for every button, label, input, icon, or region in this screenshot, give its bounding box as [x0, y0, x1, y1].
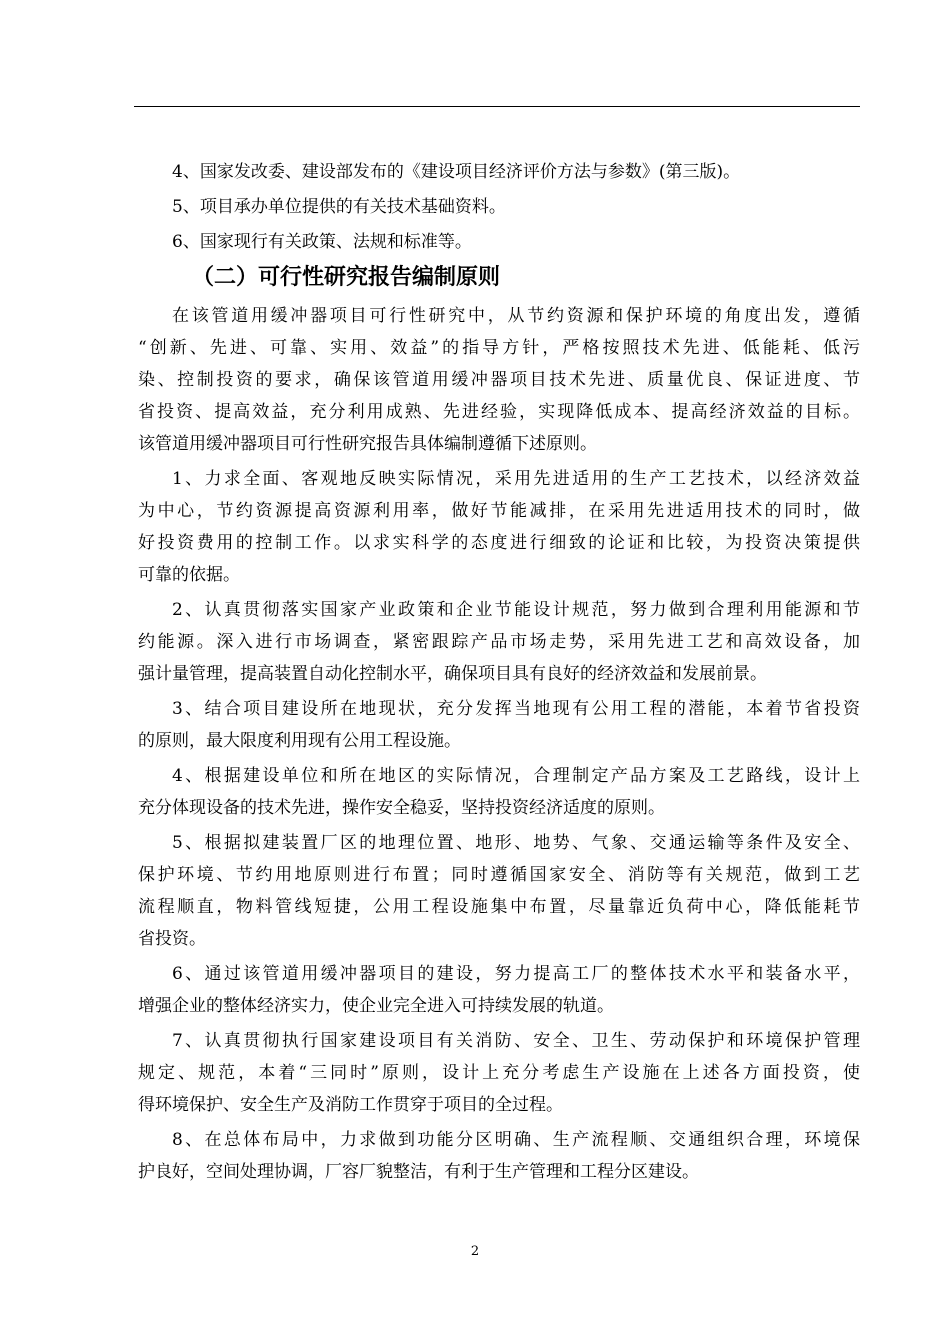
paragraph-line: 流程顺直，物料管线短捷，公用工程设施集中布置，尽量靠近负荷中心，降低能耗节	[138, 897, 860, 917]
paragraph-line: 的原则，最大限度利用现有公用工程设施。	[138, 731, 461, 751]
section-heading: （二）可行性研究报告编制原则	[192, 265, 501, 290]
principle-paragraph-4	[138, 760, 860, 824]
header-rule	[134, 106, 860, 107]
paragraph-line: 为中心，节约资源提高资源利用率，做好节能减排，在采用先进适用技术的同时，做	[138, 501, 860, 521]
paragraph-line: 5、根据拟建装置厂区的地理位置、地形、地势、气象、交通运输等条件及安全、	[172, 833, 860, 853]
reference-item: 6、国家现行有关政策、法规和标准等。	[172, 232, 472, 252]
paragraph-line: 8、在总体布局中，力求做到功能分区明确、生产流程顺、交通组织合理，环境保	[172, 1130, 860, 1150]
paragraph-line: “创新、先进、可靠、实用、效益”的指导方针，严格按照技术先进、低能耗、低污	[138, 338, 860, 358]
paragraph-line: 在该管道用缓冲器项目可行性研究中，从节约资源和保护环境的角度出发，遵循	[172, 306, 860, 326]
intro-paragraph	[138, 300, 860, 460]
paragraph-line: 省投资。	[138, 929, 206, 949]
document-body	[138, 156, 860, 1188]
paragraph-line: 约能源。深入进行市场调查，紧密跟踪产品市场走势，采用先进工艺和高效设备，加	[138, 632, 860, 652]
principle-paragraph-8	[138, 1124, 860, 1188]
reference-item: 5、项目承办单位提供的有关技术基础资料。	[172, 197, 506, 217]
principle-paragraph-7	[138, 1025, 860, 1121]
paragraph-line: 规定、规范，本着“三同时”原则，设计上充分考虑生产设施在上述各方面投资，使	[138, 1063, 860, 1083]
principle-paragraph-2	[138, 594, 860, 690]
paragraph-line: 得环境保护、安全生产及消防工作贯穿于项目的全过程。	[138, 1095, 563, 1115]
principle-paragraph-1	[138, 463, 860, 591]
paragraph-line: 保护环境、节约用地原则进行布置；同时遵循国家安全、消防等有关规范，做到工艺	[138, 865, 860, 885]
principle-paragraph-6	[138, 958, 860, 1022]
paragraph-line: 护良好，空间处理协调，厂容厂貌整洁，有利于生产管理和工程分区建设。	[138, 1162, 699, 1182]
paragraph-line: 2、认真贯彻落实国家产业政策和企业节能设计规范，努力做到合理利用能源和节	[172, 600, 860, 620]
paragraph-line: 好投资费用的控制工作。以求实科学的态度进行细致的论证和比较，为投资决策提供	[138, 533, 860, 553]
paragraph-line: 充分体现设备的技术先进，操作安全稳妥，坚持投资经济适度的原则。	[138, 798, 665, 818]
paragraph-line: 强计量管理，提高装置自动化控制水平，确保项目具有良好的经济效益和发展前景。	[138, 664, 767, 684]
paragraph-line: 染、控制投资的要求，确保该管道用缓冲器项目技术先进、质量优良、保证进度、节	[138, 370, 860, 390]
paragraph-line: 4、根据建设单位和所在地区的实际情况，合理制定产品方案及工艺路线，设计上	[172, 766, 860, 786]
paragraph-line: 省投资、提高效益，充分利用成熟、先进经验，实现降低成本、提高经济效益的目标。	[138, 402, 860, 422]
page-number: 2	[470, 1244, 480, 1259]
paragraph-line: 增强企业的整体经济实力，使企业完全进入可持续发展的轨道。	[138, 996, 614, 1016]
paragraph-line: 可靠的依据。	[138, 565, 240, 585]
principle-paragraph-5	[138, 827, 860, 955]
paragraph-line: 7、认真贯彻执行国家建设项目有关消防、安全、卫生、劳动保护和环境保护管理	[172, 1031, 860, 1051]
paragraph-line: 1、力求全面、客观地反映实际情况，采用先进适用的生产工艺技术，以经济效益	[172, 469, 860, 489]
principle-paragraph-3	[138, 693, 860, 757]
reference-item: 4、国家发改委、建设部发布的《建设项目经济评价方法与参数》(第三版)。	[172, 162, 741, 182]
paragraph-line: 该管道用缓冲器项目可行性研究报告具体编制遵循下述原则。	[138, 434, 597, 454]
paragraph-line: 3、结合项目建设所在地现状，充分发挥当地现有公用工程的潜能，本着节省投资	[172, 699, 860, 719]
paragraph-line: 6、通过该管道用缓冲器项目的建设，努力提高工厂的整体技术水平和装备水平，	[172, 964, 860, 984]
